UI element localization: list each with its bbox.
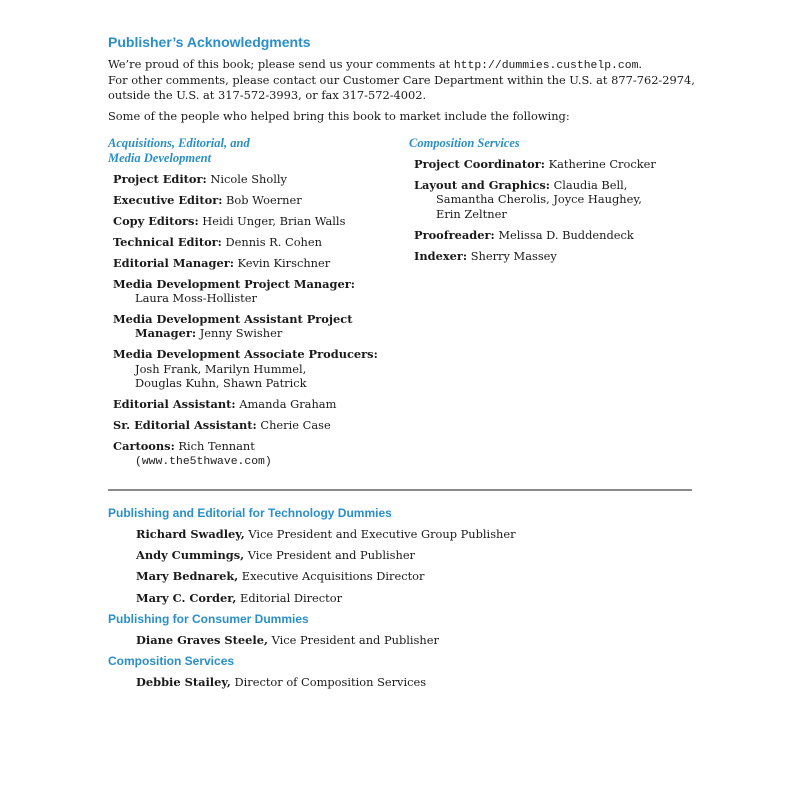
credit-entry: Media Development Assistant Project Manager: Jenny Swisher [113,311,353,341]
left-column-heading: Acquisitions, Editorial, and Media Development [108,136,250,165]
credit-entry: Project Editor: Nicole Sholly [113,172,287,186]
credit-entry: Editorial Assistant: Amanda Graham [113,396,337,411]
right-credits-column [409,136,699,269]
publishing-credit: Debbie Stailey, Director of Composition Services [136,675,427,690]
credit-entry: Sr. Editorial Assistant: Cherie Case [113,417,331,432]
cartoons-url[interactable]: (www.the5thwave.com) [135,456,272,469]
section-divider [108,489,692,491]
page-title: Publisher’s Acknowledgments [108,34,311,50]
credit-entry: Editorial Manager: Kevin Kirschner [113,255,331,270]
left-credits-column [108,136,398,476]
right-column-heading: Composition Services [409,136,520,150]
credit-entry: Copy Editors: Heidi Unger, Brian Walls [113,213,346,228]
publishing-credit: Mary Bednarek, Executive Acquisitions Director [136,569,425,584]
intro-paragraph [108,57,698,102]
intro-line-3: outside the U.S. at 317-572-3993, or fax 317-572-4002. [108,87,427,102]
credit-entry: Cartoons: Rich Tennant (www.the5thwave.com) [113,438,272,469]
intro-line-2: For other comments, please contact our Customer Care Department within the U.S. at 877-762-2974, [108,73,695,88]
credit-entry: Media Development Project Manager: Laura Moss-Hollister [113,276,355,305]
publishing-credit: Richard Swadley, Vice President and Executive Group Publisher [136,527,516,541]
credit-entry: Layout and Graphics: Claudia Bell, Samantha Cherolis, Joyce Haughey, Erin Zeltner [414,177,642,221]
intro-line-4: Some of the people who helped bring this book to market include the following: [108,109,570,123]
credit-entry: Media Development Associate Producers: Josh Frank, Marilyn Hummel, Douglas Kuhn, Shawn Patrick [113,347,378,390]
credit-entry: Indexer: Sherry Massey [414,248,557,263]
publishing-credit: Mary C. Corder, Editorial Director [136,590,343,605]
composition-services-heading: Composition Services [108,654,235,669]
publishing-credit: Andy Cummings, Vice President and Publisher [136,548,415,563]
credit-entry: Technical Editor: Dennis R. Cohen [113,234,322,249]
publishing-credit: Diane Graves Steele, Vice President and Publisher [136,632,439,647]
comments-url[interactable]: http://dummies.custhelp.com [453,60,639,72]
credit-entry: Project Coordinator: Katherine Crocker [414,157,656,171]
tech-publishing-heading: Publishing and Editorial for Technology Dummies [108,506,392,520]
credit-entry: Executive Editor: Bob Woerner [113,192,302,207]
credit-entry: Proofreader: Melissa D. Buddendeck [414,227,634,242]
publishing-section [108,506,708,696]
intro-line-1: We’re proud of this book; please send us your comments at http://dummies.custhelp.com. [108,57,643,72]
consumer-publishing-heading: Publishing for Consumer Dummies [108,611,309,626]
